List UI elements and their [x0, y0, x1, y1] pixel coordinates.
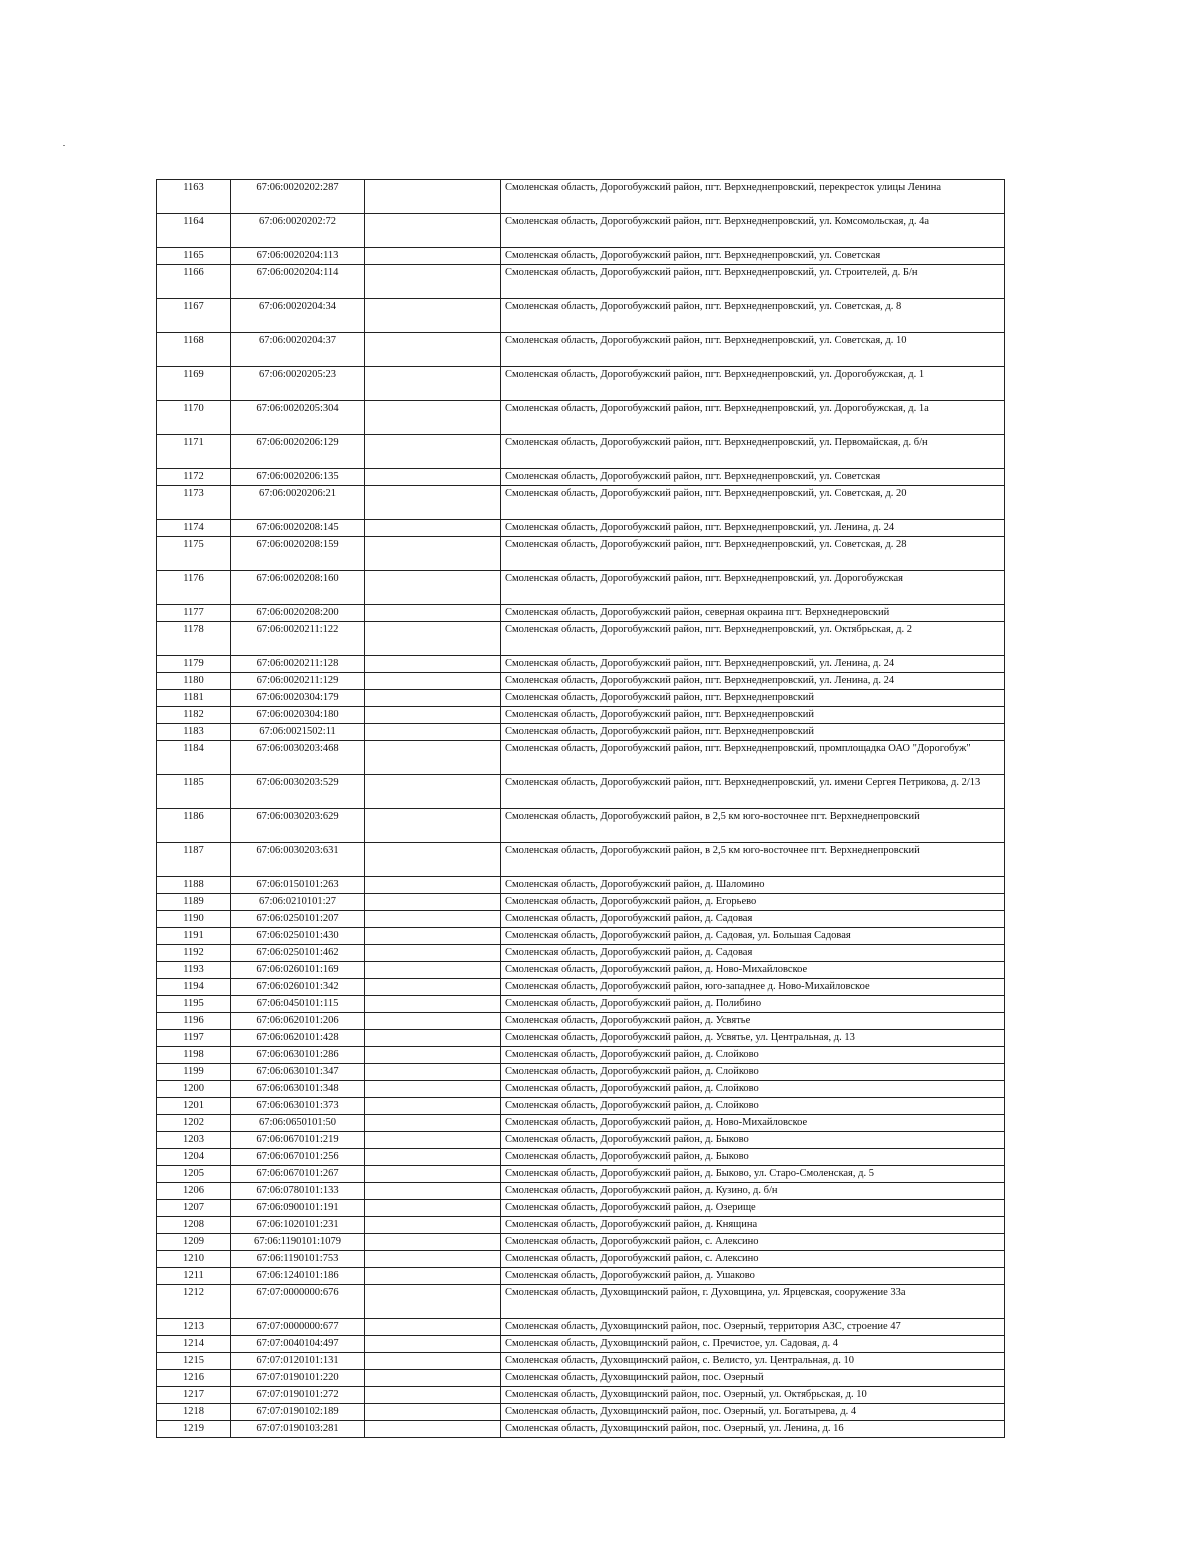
address-cell: Смоленская область, Дорогобужский район, юго-западнее д. Ново-Михайловское	[501, 979, 1005, 996]
row-number: 1179	[157, 656, 231, 673]
cadastral-number: 67:07:0190101:272	[231, 1387, 365, 1404]
address-cell: Смоленская область, Духовщинский район, пос. Озерный, ул. Октябрьская, д. 10	[501, 1387, 1005, 1404]
row-number: 1164	[157, 214, 231, 248]
address-cell: Смоленская область, Дорогобужский район, пгт. Верхнеднепровский, перекресток улицы Ленина	[501, 180, 1005, 214]
row-number: 1194	[157, 979, 231, 996]
address-cell: Смоленская область, Дорогобужский район, пгт. Верхнеднепровский, ул. Советская	[501, 469, 1005, 486]
cadastral-number: 67:06:1020101:231	[231, 1217, 365, 1234]
cadastral-number: 67:06:1240101:186	[231, 1268, 365, 1285]
row-number: 1189	[157, 894, 231, 911]
row-number: 1213	[157, 1319, 231, 1336]
empty-cell	[365, 707, 501, 724]
table-row	[157, 945, 1005, 962]
table-row	[157, 1166, 1005, 1183]
cadastral-number: 67:06:0250101:207	[231, 911, 365, 928]
table-row	[157, 1285, 1005, 1319]
table-row	[157, 1251, 1005, 1268]
address-cell: Смоленская область, Дорогобужский район, д. Ново-Михайловское	[501, 962, 1005, 979]
empty-cell	[365, 656, 501, 673]
address-cell: Смоленская область, Духовщинский район, пос. Озерный, территория АЗС, строение 47	[501, 1319, 1005, 1336]
address-cell: Смоленская область, Дорогобужский район, пгт. Верхнеднепровский, ул. Советская, д. 20	[501, 486, 1005, 520]
address-cell: Смоленская область, Дорогобужский район, пгт. Верхнеднепровский, ул. Ленина, д. 24	[501, 656, 1005, 673]
table-row	[157, 1047, 1005, 1064]
empty-cell	[365, 962, 501, 979]
address-cell: Смоленская область, Дорогобужский район, д. Озерище	[501, 1200, 1005, 1217]
empty-cell	[365, 775, 501, 809]
address-cell: Смоленская область, Дорогобужский район, пгт. Верхнеднепровский	[501, 724, 1005, 741]
cadastral-table	[156, 179, 1005, 1438]
row-number: 1169	[157, 367, 231, 401]
address-cell: Смоленская область, Дорогобужский район, пгт. Верхнеднепровский, ул. Строителей, д. Б/н	[501, 265, 1005, 299]
empty-cell	[365, 367, 501, 401]
row-number: 1216	[157, 1370, 231, 1387]
empty-cell	[365, 248, 501, 265]
table-row	[157, 571, 1005, 605]
row-number: 1188	[157, 877, 231, 894]
address-cell: Смоленская область, Дорогобужский район, д. Кузино, д. б/н	[501, 1183, 1005, 1200]
empty-cell	[365, 1387, 501, 1404]
empty-cell	[365, 1234, 501, 1251]
row-number: 1203	[157, 1132, 231, 1149]
address-cell: Смоленская область, Дорогобужский район, в 2,5 км юго-восточнее пгт. Верхнеднепровский	[501, 843, 1005, 877]
table-row	[157, 843, 1005, 877]
table-row	[157, 486, 1005, 520]
row-number: 1173	[157, 486, 231, 520]
row-number: 1180	[157, 673, 231, 690]
table-row	[157, 996, 1005, 1013]
cadastral-number: 67:06:0020211:128	[231, 656, 365, 673]
table-row	[157, 435, 1005, 469]
table-row	[157, 1132, 1005, 1149]
table-row	[157, 1421, 1005, 1438]
row-number: 1191	[157, 928, 231, 945]
cadastral-number: 67:06:0250101:462	[231, 945, 365, 962]
address-cell: Смоленская область, Дорогобужский район, пгт. Верхнеднепровский	[501, 690, 1005, 707]
empty-cell	[365, 724, 501, 741]
address-cell: Смоленская область, Дорогобужский район, пгт. Верхнеднепровский, ул. Советская	[501, 248, 1005, 265]
empty-cell	[365, 520, 501, 537]
row-number: 1172	[157, 469, 231, 486]
row-number: 1215	[157, 1353, 231, 1370]
row-number: 1165	[157, 248, 231, 265]
row-number: 1217	[157, 1387, 231, 1404]
table-row	[157, 775, 1005, 809]
table-row	[157, 707, 1005, 724]
address-cell: Смоленская область, Дорогобужский район, пгт. Верхнеднепровский, ул. Советская, д. 10	[501, 333, 1005, 367]
table-row	[157, 979, 1005, 996]
table-row	[157, 673, 1005, 690]
address-cell: Смоленская область, Духовщинский район, пос. Озерный, ул. Ленина, д. 16	[501, 1421, 1005, 1438]
cadastral-number: 67:06:0020204:113	[231, 248, 365, 265]
row-number: 1201	[157, 1098, 231, 1115]
cadastral-number: 67:06:0210101:27	[231, 894, 365, 911]
row-number: 1196	[157, 1013, 231, 1030]
cadastral-number: 67:06:0020205:304	[231, 401, 365, 435]
row-number: 1200	[157, 1081, 231, 1098]
table-row	[157, 809, 1005, 843]
address-cell: Смоленская область, Дорогобужский район, д. Шаломино	[501, 877, 1005, 894]
cadastral-number: 67:06:0620101:206	[231, 1013, 365, 1030]
address-cell: Смоленская область, Дорогобужский район, д. Садовая, ул. Большая Садовая	[501, 928, 1005, 945]
cadastral-number: 67:06:0030203:468	[231, 741, 365, 775]
row-number: 1171	[157, 435, 231, 469]
address-cell: Смоленская область, Дорогобужский район, пгт. Верхнеднепровский, ул. Октябрьская, д. 2	[501, 622, 1005, 656]
table-row	[157, 962, 1005, 979]
table-row	[157, 1319, 1005, 1336]
address-cell: Смоленская область, Дорогобужский район, пгт. Верхнеднепровский, ул. Ленина, д. 24	[501, 673, 1005, 690]
empty-cell	[365, 401, 501, 435]
table-row	[157, 622, 1005, 656]
address-cell: Смоленская область, Духовщинский район, пос. Озерный, ул. Богатырева, д. 4	[501, 1404, 1005, 1421]
empty-cell	[365, 1064, 501, 1081]
row-number: 1187	[157, 843, 231, 877]
cadastral-number: 67:06:0020208:145	[231, 520, 365, 537]
table-row	[157, 248, 1005, 265]
address-cell: Смоленская область, Духовщинский район, с. Велисто, ул. Центральная, д. 10	[501, 1353, 1005, 1370]
empty-cell	[365, 1370, 501, 1387]
row-number: 1212	[157, 1285, 231, 1319]
cadastral-number: 67:06:1190101:753	[231, 1251, 365, 1268]
empty-cell	[365, 1421, 501, 1438]
row-number: 1182	[157, 707, 231, 724]
row-number: 1205	[157, 1166, 231, 1183]
table-row	[157, 1404, 1005, 1421]
table-row	[157, 1387, 1005, 1404]
row-number: 1208	[157, 1217, 231, 1234]
cadastral-number: 67:06:0630101:348	[231, 1081, 365, 1098]
table-row	[157, 469, 1005, 486]
row-number: 1207	[157, 1200, 231, 1217]
cadastral-number: 67:06:0020304:179	[231, 690, 365, 707]
address-cell: Смоленская область, Дорогобужский район, д. Быково	[501, 1132, 1005, 1149]
cadastral-number: 67:07:0120101:131	[231, 1353, 365, 1370]
empty-cell	[365, 1285, 501, 1319]
address-cell: Смоленская область, Дорогобужский район, с. Алексино	[501, 1251, 1005, 1268]
empty-cell	[365, 911, 501, 928]
row-number: 1192	[157, 945, 231, 962]
row-number: 1204	[157, 1149, 231, 1166]
address-cell: Смоленская область, Дорогобужский район, пгт. Верхнеднепровский, ул. Дорогобужская	[501, 571, 1005, 605]
cadastral-number: 67:06:0020211:129	[231, 673, 365, 690]
cadastral-number: 67:07:0190102:189	[231, 1404, 365, 1421]
table-row	[157, 537, 1005, 571]
table-row	[157, 690, 1005, 707]
address-cell: Смоленская область, Дорогобужский район, в 2,5 км юго-восточнее пгт. Верхнеднепровский	[501, 809, 1005, 843]
table-row	[157, 1217, 1005, 1234]
row-number: 1177	[157, 605, 231, 622]
cadastral-number: 67:06:0030203:629	[231, 809, 365, 843]
cadastral-number: 67:06:0020211:122	[231, 622, 365, 656]
table-row	[157, 299, 1005, 333]
empty-cell	[365, 1336, 501, 1353]
address-cell: Смоленская область, Дорогобужский район, пгт. Верхнеднепровский	[501, 707, 1005, 724]
table-row	[157, 1234, 1005, 1251]
empty-cell	[365, 435, 501, 469]
address-cell: Смоленская область, Духовщинский район, с. Пречистое, ул. Садовая, д. 4	[501, 1336, 1005, 1353]
row-number: 1198	[157, 1047, 231, 1064]
table-row	[157, 265, 1005, 299]
cadastral-number: 67:06:0670101:219	[231, 1132, 365, 1149]
table-row	[157, 1081, 1005, 1098]
cadastral-number: 67:06:0780101:133	[231, 1183, 365, 1200]
address-cell: Смоленская область, Дорогобужский район, д. Полибино	[501, 996, 1005, 1013]
empty-cell	[365, 469, 501, 486]
table-row	[157, 1013, 1005, 1030]
row-number: 1176	[157, 571, 231, 605]
empty-cell	[365, 1319, 501, 1336]
table-row	[157, 1370, 1005, 1387]
address-cell: Смоленская область, Дорогобужский район, пгт. Верхнеднепровский, ул. Советская, д. 8	[501, 299, 1005, 333]
row-number: 1193	[157, 962, 231, 979]
empty-cell	[365, 1081, 501, 1098]
table-row	[157, 1336, 1005, 1353]
address-cell: Смоленская область, Духовщинский район, пос. Озерный	[501, 1370, 1005, 1387]
address-cell: Смоленская область, Дорогобужский район, с. Алексино	[501, 1234, 1005, 1251]
address-cell: Смоленская область, Дорогобужский район, д. Слойково	[501, 1047, 1005, 1064]
table-row	[157, 214, 1005, 248]
empty-cell	[365, 605, 501, 622]
cadastral-number: 67:07:0040104:497	[231, 1336, 365, 1353]
empty-cell	[365, 741, 501, 775]
address-cell: Смоленская область, Дорогобужский район, северная окраина пгт. Верхнеднеровский	[501, 605, 1005, 622]
address-cell: Смоленская область, Дорогобужский район, пгт. Верхнеднепровский, ул. имени Сергея Петрикова, д. 2/13	[501, 775, 1005, 809]
empty-cell	[365, 1013, 501, 1030]
address-cell: Смоленская область, Дорогобужский район, д. Княщина	[501, 1217, 1005, 1234]
empty-cell	[365, 1149, 501, 1166]
cadastral-number: 67:06:0020205:23	[231, 367, 365, 401]
cadastral-number: 67:06:0020304:180	[231, 707, 365, 724]
cadastral-number: 67:07:0000000:677	[231, 1319, 365, 1336]
table-row	[157, 1353, 1005, 1370]
empty-cell	[365, 1115, 501, 1132]
cadastral-number: 67:07:0190101:220	[231, 1370, 365, 1387]
address-cell: Смоленская область, Дорогобужский район, д. Ново-Михайловское	[501, 1115, 1005, 1132]
empty-cell	[365, 1166, 501, 1183]
cadastral-number: 67:06:0020204:114	[231, 265, 365, 299]
row-number: 1199	[157, 1064, 231, 1081]
empty-cell	[365, 945, 501, 962]
empty-cell	[365, 996, 501, 1013]
empty-cell	[365, 265, 501, 299]
row-number: 1190	[157, 911, 231, 928]
table-body	[157, 180, 1005, 1438]
cadastral-number: 67:07:0000000:676	[231, 1285, 365, 1319]
table-row	[157, 1030, 1005, 1047]
address-cell: Смоленская область, Дорогобужский район, д. Быково, ул. Старо-Смоленская, д. 5	[501, 1166, 1005, 1183]
table-row	[157, 401, 1005, 435]
empty-cell	[365, 809, 501, 843]
row-number: 1170	[157, 401, 231, 435]
empty-cell	[365, 673, 501, 690]
row-number: 1181	[157, 690, 231, 707]
address-cell: Смоленская область, Дорогобужский район, д. Слойково	[501, 1081, 1005, 1098]
cadastral-number: 67:06:0020208:200	[231, 605, 365, 622]
cadastral-number: 67:06:0250101:430	[231, 928, 365, 945]
table-row	[157, 1149, 1005, 1166]
table-row	[157, 656, 1005, 673]
empty-cell	[365, 877, 501, 894]
cadastral-number: 67:07:0190103:281	[231, 1421, 365, 1438]
empty-cell	[365, 1217, 501, 1234]
empty-cell	[365, 1353, 501, 1370]
row-number: 1209	[157, 1234, 231, 1251]
address-cell: Смоленская область, Духовщинский район, г. Духовщина, ул. Ярцевская, сооружение 33а	[501, 1285, 1005, 1319]
table-row	[157, 741, 1005, 775]
address-cell: Смоленская область, Дорогобужский район, пгт. Верхнеднепровский, ул. Дорогобужская, д. 1	[501, 367, 1005, 401]
empty-cell	[365, 1047, 501, 1064]
address-cell: Смоленская область, Дорогобужский район, пгт. Верхнеднепровский, ул. Комсомольская, д. 4а	[501, 214, 1005, 248]
empty-cell	[365, 979, 501, 996]
row-number: 1174	[157, 520, 231, 537]
empty-cell	[365, 1098, 501, 1115]
table-row	[157, 333, 1005, 367]
empty-cell	[365, 180, 501, 214]
table-row	[157, 1115, 1005, 1132]
cadastral-number: 67:06:0020206:129	[231, 435, 365, 469]
cadastral-number: 67:06:0020208:159	[231, 537, 365, 571]
row-number: 1195	[157, 996, 231, 1013]
cadastral-number: 67:06:0650101:50	[231, 1115, 365, 1132]
empty-cell	[365, 690, 501, 707]
row-number: 1214	[157, 1336, 231, 1353]
row-number: 1175	[157, 537, 231, 571]
row-number: 1163	[157, 180, 231, 214]
cadastral-number: 67:06:0450101:115	[231, 996, 365, 1013]
cadastral-number: 67:06:0020204:34	[231, 299, 365, 333]
address-cell: Смоленская область, Дорогобужский район, д. Слойково	[501, 1064, 1005, 1081]
cadastral-number: 67:06:0670101:267	[231, 1166, 365, 1183]
table-row	[157, 605, 1005, 622]
address-cell: Смоленская область, Дорогобужский район, д. Егорьево	[501, 894, 1005, 911]
empty-cell	[365, 537, 501, 571]
address-cell: Смоленская область, Дорогобужский район, д. Усвятье, ул. Центральная, д. 13	[501, 1030, 1005, 1047]
empty-cell	[365, 1268, 501, 1285]
row-number: 1197	[157, 1030, 231, 1047]
row-number: 1167	[157, 299, 231, 333]
address-cell: Смоленская область, Дорогобужский район, пгт. Верхнеднепровский, ул. Ленина, д. 24	[501, 520, 1005, 537]
empty-cell	[365, 1251, 501, 1268]
table-row	[157, 1200, 1005, 1217]
empty-cell	[365, 622, 501, 656]
address-cell: Смоленская область, Дорогобужский район, д. Садовая	[501, 945, 1005, 962]
cadastral-number: 67:06:0020208:160	[231, 571, 365, 605]
row-number: 1178	[157, 622, 231, 656]
row-number: 1168	[157, 333, 231, 367]
table-row	[157, 1064, 1005, 1081]
address-cell: Смоленская область, Дорогобужский район, д. Ушаково	[501, 1268, 1005, 1285]
table-row	[157, 724, 1005, 741]
table-row	[157, 877, 1005, 894]
cadastral-number: 67:06:0150101:263	[231, 877, 365, 894]
empty-cell	[365, 1404, 501, 1421]
row-number: 1184	[157, 741, 231, 775]
empty-cell	[365, 214, 501, 248]
address-cell: Смоленская область, Дорогобужский район, пгт. Верхнеднепровский, промплощадка ОАО "Дорогобуж"	[501, 741, 1005, 775]
table-row	[157, 520, 1005, 537]
table-row	[157, 911, 1005, 928]
document-page	[156, 179, 1004, 1438]
cadastral-number: 67:06:0030203:529	[231, 775, 365, 809]
empty-cell	[365, 1132, 501, 1149]
table-row	[157, 367, 1005, 401]
scan-speck	[63, 145, 65, 146]
empty-cell	[365, 1183, 501, 1200]
address-cell: Смоленская область, Дорогобужский район, д. Быково	[501, 1149, 1005, 1166]
table-row	[157, 894, 1005, 911]
table-row	[157, 1098, 1005, 1115]
empty-cell	[365, 1200, 501, 1217]
row-number: 1186	[157, 809, 231, 843]
row-number: 1211	[157, 1268, 231, 1285]
empty-cell	[365, 928, 501, 945]
row-number: 1202	[157, 1115, 231, 1132]
empty-cell	[365, 1030, 501, 1047]
row-number: 1166	[157, 265, 231, 299]
row-number: 1210	[157, 1251, 231, 1268]
cadastral-number: 67:06:0020202:72	[231, 214, 365, 248]
address-cell: Смоленская область, Дорогобужский район, д. Слойково	[501, 1098, 1005, 1115]
empty-cell	[365, 299, 501, 333]
row-number: 1206	[157, 1183, 231, 1200]
cadastral-number: 67:06:0030203:631	[231, 843, 365, 877]
empty-cell	[365, 486, 501, 520]
empty-cell	[365, 333, 501, 367]
cadastral-number: 67:06:0670101:256	[231, 1149, 365, 1166]
address-cell: Смоленская область, Дорогобужский район, д. Усвятье	[501, 1013, 1005, 1030]
table-row	[157, 180, 1005, 214]
empty-cell	[365, 571, 501, 605]
row-number: 1183	[157, 724, 231, 741]
address-cell: Смоленская область, Дорогобужский район, пгт. Верхнеднепровский, ул. Дорогобужская, д. 1а	[501, 401, 1005, 435]
cadastral-number: 67:06:0260101:169	[231, 962, 365, 979]
table-row	[157, 1268, 1005, 1285]
cadastral-number: 67:06:0630101:373	[231, 1098, 365, 1115]
cadastral-number: 67:06:0630101:347	[231, 1064, 365, 1081]
table-row	[157, 1183, 1005, 1200]
address-cell: Смоленская область, Дорогобужский район, д. Садовая	[501, 911, 1005, 928]
cadastral-number: 67:06:0020206:21	[231, 486, 365, 520]
cadastral-number: 67:06:1190101:1079	[231, 1234, 365, 1251]
address-cell: Смоленская область, Дорогобужский район, пгт. Верхнеднепровский, ул. Советская, д. 28	[501, 537, 1005, 571]
cadastral-number: 67:06:0620101:428	[231, 1030, 365, 1047]
row-number: 1185	[157, 775, 231, 809]
empty-cell	[365, 843, 501, 877]
cadastral-number: 67:06:0900101:191	[231, 1200, 365, 1217]
address-cell: Смоленская область, Дорогобужский район, пгт. Верхнеднепровский, ул. Первомайская, д. б/н	[501, 435, 1005, 469]
empty-cell	[365, 894, 501, 911]
cadastral-number: 67:06:0020206:135	[231, 469, 365, 486]
cadastral-number: 67:06:0021502:11	[231, 724, 365, 741]
row-number: 1219	[157, 1421, 231, 1438]
cadastral-number: 67:06:0260101:342	[231, 979, 365, 996]
table-row	[157, 928, 1005, 945]
cadastral-number: 67:06:0630101:286	[231, 1047, 365, 1064]
row-number: 1218	[157, 1404, 231, 1421]
cadastral-number: 67:06:0020202:287	[231, 180, 365, 214]
cadastral-number: 67:06:0020204:37	[231, 333, 365, 367]
